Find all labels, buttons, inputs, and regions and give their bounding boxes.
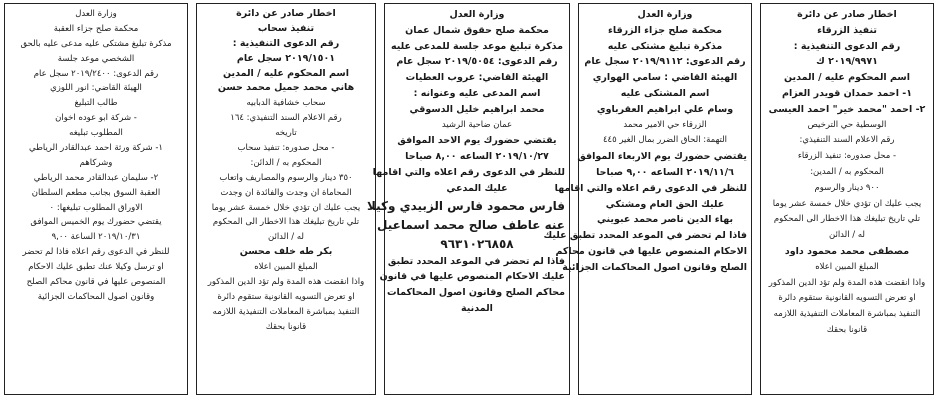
notice-line: - شركة ابو عوده اخوان bbox=[55, 113, 137, 124]
notice-line: او تعرض التسويه القانونية ستقوم دائرة bbox=[778, 293, 916, 304]
notice-line: الزرقاء حي الامير محمد bbox=[623, 119, 707, 130]
notice-line: عليك المدعي bbox=[446, 182, 508, 194]
notice-line: تلي تاريخ تبليغك هذا الاخطار الى المحكوم bbox=[212, 217, 360, 228]
notice-line: اسم المشتكى عليه bbox=[620, 87, 710, 99]
notice-line: ٩٠٠ دينار والرسوم bbox=[814, 182, 880, 193]
notice-line: واذا انقضت هذه المدة ولم تؤد الدين المذكور bbox=[207, 277, 365, 288]
notice-line: عليك الحق العام ومشتكي bbox=[605, 198, 725, 210]
notice-line: ٩٦٣١٠٢٦٨٥٨ bbox=[440, 236, 514, 251]
notice-line: التهمة: الحاق الضرر بمال الغير ٤٤٥ bbox=[602, 135, 728, 146]
notice-line: مذكرة تبليغ موعد جلسة للمدعى عليه bbox=[390, 40, 564, 52]
notice-line: وسام علي ابراهيم العقرباوي bbox=[596, 103, 734, 115]
notice-line: المحكوم به / المدين: bbox=[810, 166, 884, 177]
notice-line: يقتضي حضورك يوم الاحد الموافق bbox=[397, 135, 557, 147]
notice-line: اخطار صادر عن دائرة bbox=[236, 8, 336, 19]
notice-line: محاكم الصلح وقانون اصول المحاكمات bbox=[387, 287, 565, 299]
notice-line: ٢٠١٩/١٥٠١ سجل عام bbox=[236, 52, 336, 64]
notice-line: المحكوم به / الدائن: bbox=[250, 157, 322, 168]
notice-line: الهيئة القاضي : سامي الهواري bbox=[592, 72, 738, 84]
notice-line: العقبة السوق بجانب مطعم السلطان bbox=[31, 187, 161, 198]
notice-line: ٢٠١٩/١١/٦ الساعه ٩,٠٠ صباحا bbox=[596, 166, 734, 178]
notice-line: التنفيذ بمباشرة المعاملات التنفيذية اللازمه bbox=[773, 309, 921, 320]
notice-line: ٢- احمد "محمد خير" احمد العيسى bbox=[768, 103, 926, 115]
notice-line: ٢٠١٩/٩٩٧١ ك bbox=[816, 56, 878, 68]
notice-line: تنفيذ سحاب bbox=[257, 22, 315, 34]
notice-line: طالب التبليغ bbox=[74, 98, 118, 109]
notice-line: رقم الدعوى: ٢٠١٩/٥٠٥٤ سجل عام bbox=[396, 56, 558, 68]
notice-line: مذكرة تبليغ مشتكى عليه مدعى عليه بالحق bbox=[20, 38, 172, 49]
notice-line: عنه عاطف صالح محمد اسماعيل bbox=[377, 217, 565, 232]
notice-line: - محل صدوره: تنفيذ الزرقاء bbox=[797, 151, 897, 162]
notice-line: المطلوب تبليغه bbox=[69, 128, 123, 139]
notice-line: رقم الدعوى التنفيذية : bbox=[793, 40, 901, 52]
notice-line: للنظر في الدعوى رقم اعلاه والتي اقامها bbox=[554, 182, 747, 194]
notice-line: رقم الاعلام السند التنفيذي: bbox=[799, 135, 895, 146]
notice-line: ٢- سليمان عبدالقادر محمد الرياطي bbox=[33, 172, 159, 183]
notice-line: بهاء الدين ناصر محمد عبويني bbox=[596, 214, 734, 226]
notice-line: قانونا بحقك bbox=[265, 321, 307, 332]
notice-line: للنظر في الدعوى رقم اعلاه فاذا لم تحضر bbox=[22, 247, 170, 258]
notice-line: اخطار صادر عن دائرة bbox=[797, 9, 897, 20]
notice-line: تاريخه bbox=[275, 128, 297, 139]
notice-line: يجب عليك ان تؤدي خلال خمسة عشر يوما bbox=[772, 198, 922, 209]
notice-line: محمد ابراهيم خليل الدسوقي bbox=[409, 103, 545, 115]
notice-column-north-amman-civil bbox=[366, 3, 570, 395]
notice-line: ١- شركة ورثة احمد عبدالقادر الرياطي bbox=[29, 143, 163, 154]
notice-line: محكمة صلح حقوق شمال عمان bbox=[405, 24, 549, 36]
notice-line: الوسطية حي الترخيص bbox=[807, 119, 887, 130]
notice-column-sahab-execution bbox=[196, 3, 376, 395]
notice-line: تلي تاريخ تبليغك هذا الاخطار الى المحكوم bbox=[773, 214, 921, 225]
notice-column-zarqa-execution bbox=[760, 3, 934, 395]
notice-line: ٣٥٠ دينار والرسوم والمصاريف واتعاب bbox=[219, 172, 353, 183]
notice-line: او تعرض التسويه القانونية ستقوم دائرة bbox=[217, 291, 355, 302]
notice-line: الهيئة القاضي: عروب العطيات bbox=[405, 72, 549, 84]
notice-line: ٢٠١٩/١٠/٣١ الساعة ٩,٠٠ bbox=[51, 232, 141, 243]
notice-line: وزارة العدل bbox=[75, 9, 117, 19]
notice-line: تنفيذ الزرقاء bbox=[817, 24, 877, 36]
notice-line: رقم الاعلام السند التنفيذي: ١٦٤ bbox=[230, 113, 342, 124]
notice-line: او ترسل وكيلا عنك تطبق عليك الاحكام bbox=[28, 262, 164, 273]
notice-line: وزارة العدل bbox=[637, 9, 693, 20]
notice-line: يجب عليك ان تؤدي خلال خمسة عشر يوما bbox=[211, 202, 361, 213]
notice-line: فارس محمود فارس الزبيدي وكيلا bbox=[366, 198, 565, 213]
notice-line: المنصوص عليها في قانون محاكم الصلح bbox=[26, 277, 166, 288]
notice-line: له / الدائن bbox=[828, 230, 866, 241]
notice-line: وقانون اصول المحاكمات الجزائية bbox=[37, 291, 155, 302]
notice-line: اسم المحكوم عليه / المدين bbox=[222, 67, 350, 79]
notice-line: محكمة صلح جزاء العقبة bbox=[53, 23, 139, 34]
notice-line: ١- احمد حمدان قويدر العزام bbox=[781, 87, 913, 99]
notice-line: رقم الدعوى التنفيذية : bbox=[232, 37, 340, 49]
notice-line: الشخصي موعد جلسة bbox=[57, 53, 135, 64]
notice-line: ٢٠١٩/١٠/٢٧ الساعه ٨,٠٠ صباحا bbox=[405, 151, 549, 163]
notice-line: الصلح وقانون اصول المحاكمات الجزائية bbox=[562, 261, 747, 273]
notice-line: مذكرة تبليغ مشتكى عليه bbox=[607, 40, 723, 52]
notice-line: المبلغ المبين اعلاه bbox=[254, 262, 318, 273]
notice-line: عليك الاحكام المنصوص عليها في قانون bbox=[379, 271, 565, 283]
notice-line: وزارة العدل bbox=[449, 9, 505, 20]
notice-line: قانونا بحقك bbox=[826, 324, 868, 335]
notice-line: رقم الدعوى: ٢٠١٩/٢٤٠٠ سجل عام bbox=[33, 68, 159, 79]
notice-column-zarqa-peace-court bbox=[543, 3, 752, 395]
notice-line: المحاماة ان وجدت والفائدة ان وجدت bbox=[220, 187, 352, 198]
notice-line: رقم الدعوى: ٢٠١٩/٩١١٢ سجل عام bbox=[584, 56, 746, 68]
notice-line: اسم المحكوم عليه / المدين bbox=[783, 72, 911, 84]
notice-line: محكمة صلح جزاء الزرقاء bbox=[608, 24, 722, 36]
notice-line: للنظر في الدعوى رقم اعلاه والتي اقامها bbox=[372, 166, 565, 178]
notice-line: المدنية bbox=[461, 302, 493, 314]
notice-line: اسم المدعى عليه وعنوانه : bbox=[413, 87, 541, 99]
notice-line: فاذا لم تحضر في الموعد المحدد تطبق bbox=[387, 255, 565, 267]
notice-line: - محل صدوره: تنفيذ سحاب bbox=[237, 143, 335, 154]
notice-line: واذا انقضت هذه المدة ولم تؤد الدين المذكور bbox=[768, 277, 926, 288]
notice-line: بكر طه خلف محسن bbox=[239, 246, 333, 258]
notice-line: هاني محمد جميل محمد حسن bbox=[217, 82, 355, 94]
notice-line: سحاب خشافية الدبابيه bbox=[246, 98, 326, 109]
notice-line: له / الدائن bbox=[267, 232, 305, 243]
notice-line: الاحكام المنصوص عليها في قانون محاكم bbox=[555, 245, 747, 257]
notice-line: الاوراق المطلوب تبليغها: ٠ bbox=[49, 202, 143, 213]
notice-line: يقتضي حضورك يوم الخميس الموافق bbox=[30, 217, 162, 228]
notice-column-aqaba-peace-court bbox=[4, 3, 188, 395]
notice-line: وشركاهم bbox=[79, 157, 113, 168]
notice-line: فاذا لم تحضر في الموعد المحدد تطبق عليك bbox=[543, 230, 747, 242]
notice-line: عمان ضاحية الرشيد bbox=[441, 119, 513, 130]
notice-line: التنفيذ بمباشرة المعاملات التنفيذية اللازمه bbox=[212, 306, 360, 317]
notice-line: الهيئة القاضي: انور اللوزي bbox=[50, 83, 142, 94]
notice-line: مصطفى محمد محمود داود bbox=[784, 245, 910, 257]
notice-line: يقتضي حضورك يوم الاربعاء الموافق bbox=[577, 151, 747, 163]
notice-line: المبلغ المبين اعلاه bbox=[815, 261, 879, 272]
